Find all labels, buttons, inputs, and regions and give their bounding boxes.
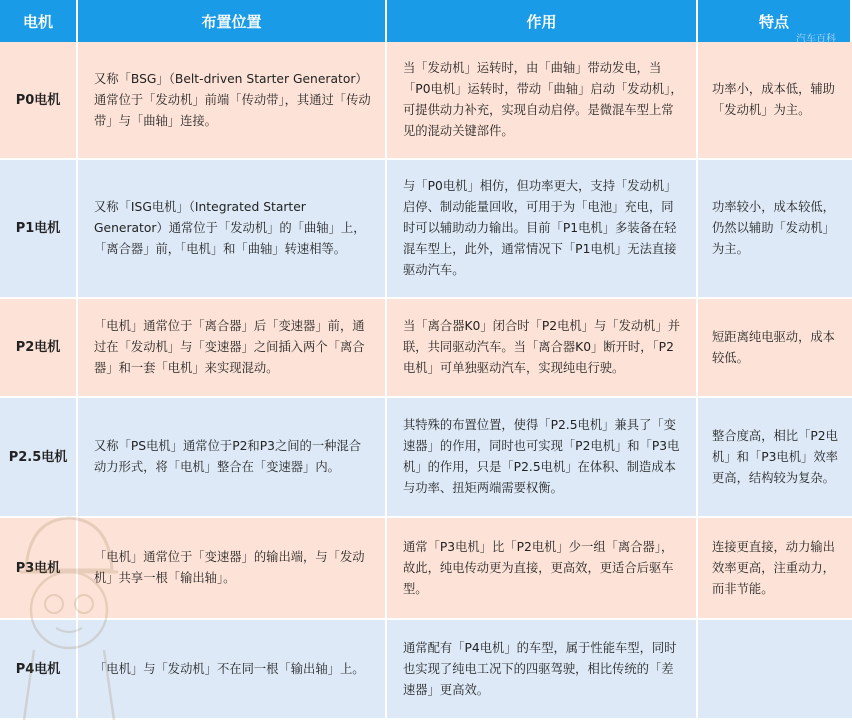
table-row-feature: 整合度高，相比「P2电机」和「P3电机」效率更高，结构较为复杂。: [698, 398, 852, 518]
header-position: 布置位置: [78, 0, 387, 42]
header-function: 作用: [387, 0, 698, 42]
header-motor: 电机: [0, 0, 78, 42]
table-row-feature: 连接更直接，动力输出效率更高，注重动力，而非节能。: [698, 518, 852, 620]
table-row-position: 「电机」与「发动机」不在同一根「输出轴」上。: [78, 620, 387, 720]
table-row-function: 与「P0电机」相仿，但功率更大，支持「发动机」启停、制动能量回收，可用于为「电池」充电，同时可以辅助动力输出。目前「P1电机」多装备在轻混车型上，此外，通常情况下「P1电机」无法直接驱动汽车。: [387, 160, 698, 299]
table-row-function: 通常配有「P4电机」的车型，属于性能车型，同时也实现了纯电工况下的四驱驾驶，相比传统的「差速器」更高效。: [387, 620, 698, 720]
table-row-position: 「电机」通常位于「离合器」后「变速器」前，通过在「发动机」与「变速器」之间插入两个「离合器」和一套「电机」来实现混动。: [78, 299, 387, 398]
table-row-feature: 功率小，成本低，辅助「发动机」为主。: [698, 42, 852, 160]
table-row-name: P1电机: [0, 160, 78, 299]
table-row-feature: 短距离纯电驱动，成本较低。: [698, 299, 852, 398]
header-feature: 特点: [698, 0, 852, 42]
table-row-function: 其特殊的布置位置，使得「P2.5电机」兼具了「变速器」的作用，同时也可实现「P2电机」和「P3电机」的作用，只是「P2.5电机」在体积、制造成本与功率、扭矩两端需要权衡。: [387, 398, 698, 518]
table-row-name: P0电机: [0, 42, 78, 160]
table-row-feature: [698, 620, 852, 720]
table-row-position: 「电机」通常位于「变速器」的输出端，与「发动机」共享一根「输出轴」。: [78, 518, 387, 620]
table-row-function: 当「离合器K0」闭合时「P2电机」与「发动机」并联，共同驱动汽车。当「离合器K0」断开时，「P2电机」可单独驱动汽车，实现纯电行驶。: [387, 299, 698, 398]
table-row-position: 又称「PS电机」通常位于P2和P3之间的一种混合动力形式，将「电机」整合在「变速器」内。: [78, 398, 387, 518]
table-row-position: 又称「ISG电机」（Integrated Starter Generator）通常位于「发动机」的「曲轴」上，「离合器」前，「电机」和「曲轴」转速相等。: [78, 160, 387, 299]
watermark-text: 汽车百科: [796, 34, 836, 45]
table-row-function: 当「发动机」运转时，由「曲轴」带动发电，当「P0电机」运转时，带动「曲轴」启动「发动机」，可提供动力补充，实现自动启停。是微混车型上常见的混动关键部件。: [387, 42, 698, 160]
table-row-function: 通常「P3电机」比「P2电机」少一组「离合器」，故此，纯电传动更为直接，更高效，更适合后驱车型。: [387, 518, 698, 620]
table-row-name: P2.5电机: [0, 398, 78, 518]
table-row-position: 又称「BSG」（Belt-driven Starter Generator）通常位于「发动机」前端「传动带」，其通过「传动带」与「曲轴」连接。: [78, 42, 387, 160]
table-row-feature: 功率较小，成本较低，仍然以辅助「发动机」为主。: [698, 160, 852, 299]
table-row-name: P4电机: [0, 620, 78, 720]
table-row-name: P2电机: [0, 299, 78, 398]
table-row-name: P3电机: [0, 518, 78, 620]
